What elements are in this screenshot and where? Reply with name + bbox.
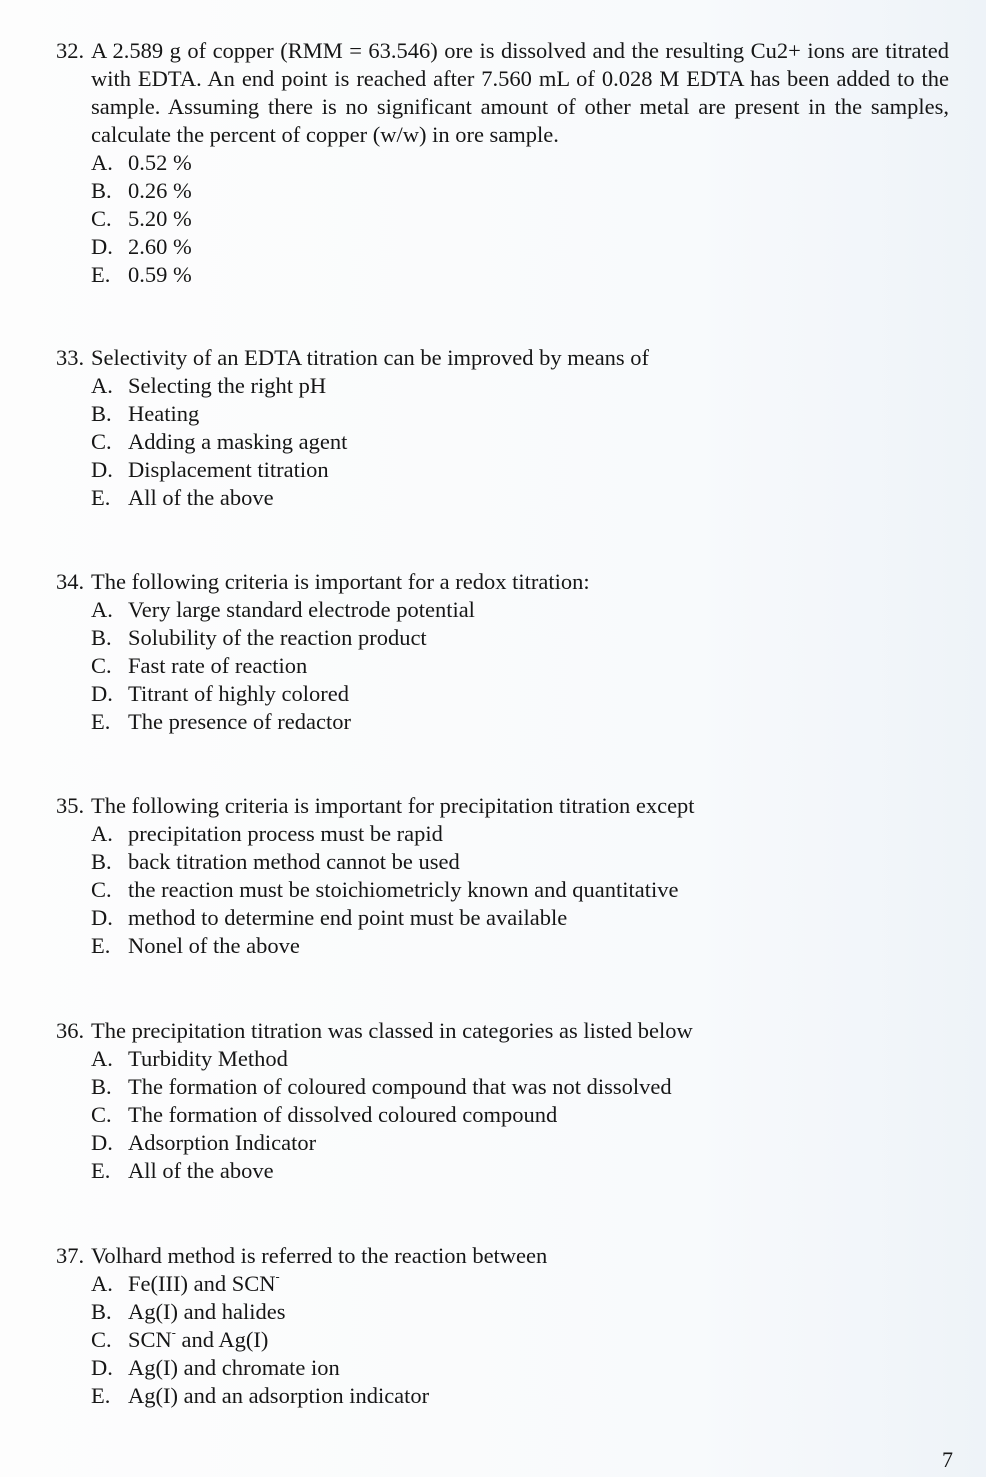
option-e: [91, 932, 695, 960]
page-number: 7: [942, 1447, 953, 1472]
option-letter: C.: [91, 206, 112, 231]
charge-superscript: -: [171, 1325, 176, 1340]
option-text: 0.52 %: [128, 150, 192, 175]
option-letter: C.: [91, 877, 112, 902]
question-stem: The following criteria is important for a redox titration:: [91, 569, 590, 594]
option-text: method to determine end point must be available: [128, 905, 568, 930]
question-32: [56, 37, 949, 289]
option-text: back titration method cannot be used: [128, 849, 460, 874]
option-letter: D.: [91, 457, 113, 482]
option-letter: A.: [91, 1046, 113, 1071]
option-letter: D.: [91, 234, 113, 259]
option-b: [91, 1073, 693, 1101]
option-c: [91, 205, 949, 233]
option-a: [91, 820, 695, 848]
question-34: [56, 568, 590, 736]
option-a: [91, 596, 590, 624]
option-letter: E.: [91, 933, 111, 958]
option-text: Nonel of the above: [128, 933, 300, 958]
question-33: [56, 344, 649, 512]
option-text: 0.26 %: [128, 178, 192, 203]
option-e: [91, 1157, 693, 1185]
option-text: Fe(III) and SCN: [128, 1271, 276, 1296]
option-text: All of the above: [128, 485, 274, 510]
option-d: [91, 904, 695, 932]
option-letter: E.: [91, 1383, 111, 1408]
option-a: [91, 1270, 547, 1298]
question-number: 37.: [56, 1243, 85, 1268]
charge-superscript: -: [275, 1269, 280, 1284]
option-letter: E.: [91, 1158, 111, 1183]
option-letter: B.: [91, 849, 112, 874]
question-stem: A 2.589 g of copper (RMM = 63.546) ore is dissolved and the resulting Cu2+ ions are titrated with EDTA. An end point is reached after 7.560 mL of 0.028 M EDTA has been added to the sample. Assuming there is no significant amount of other metal are present in the samples, calculate the percent of copper (w/w) in ore sample.: [91, 38, 949, 147]
question-stem: Selectivity of an EDTA titration can be improved by means of: [91, 345, 650, 370]
option-text: Titrant of highly colored: [128, 681, 350, 706]
option-text: Adding a masking agent: [128, 429, 348, 454]
option-b: [91, 177, 949, 205]
option-c: [91, 876, 695, 904]
option-letter: D.: [91, 1130, 113, 1155]
question-stem: The precipitation titration was classed in categories as listed below: [91, 1018, 693, 1043]
option-text: The formation of coloured compound that was not dissolved: [128, 1074, 672, 1099]
question-number: 34.: [56, 569, 85, 594]
option-letter: B.: [91, 625, 112, 650]
question-number: 35.: [56, 793, 85, 818]
option-c: [91, 1101, 693, 1129]
option-letter: A.: [91, 821, 113, 846]
option-a: [91, 1045, 693, 1073]
option-letter: D.: [91, 681, 113, 706]
option-letter: E.: [91, 485, 111, 510]
option-text: Displacement titration: [128, 457, 329, 482]
option-letter: B.: [91, 401, 112, 426]
question-number: 36.: [56, 1018, 85, 1043]
option-letter: A.: [91, 150, 113, 175]
option-c: [91, 652, 590, 680]
question-36: [56, 1017, 693, 1185]
option-text: precipitation process must be rapid: [128, 821, 443, 846]
option-d: [91, 1129, 693, 1157]
option-letter: A.: [91, 1271, 113, 1296]
option-letter: B.: [91, 178, 112, 203]
option-a: [91, 149, 949, 177]
option-c: [91, 428, 649, 456]
option-letter: C.: [91, 1327, 112, 1352]
option-letter: C.: [91, 1102, 112, 1127]
option-e: [91, 708, 590, 736]
question-37: [56, 1242, 547, 1410]
option-letter: B.: [91, 1074, 112, 1099]
option-text: Very large standard electrode potential: [128, 597, 475, 622]
option-letter: D.: [91, 905, 113, 930]
option-b: [91, 400, 649, 428]
option-letter: A.: [91, 373, 113, 398]
option-text: Ag(I) and halides: [128, 1299, 286, 1324]
option-letter: D.: [91, 1355, 113, 1380]
option-text-after: and Ag(I): [175, 1327, 269, 1352]
option-text: All of the above: [128, 1158, 274, 1183]
question-stem: Volhard method is referred to the reaction between: [91, 1243, 548, 1268]
option-d: [91, 680, 590, 708]
question-number: 32.: [56, 38, 85, 63]
option-text: the reaction must be stoichiometricly known and quantitative: [128, 877, 679, 902]
option-text: 5.20 %: [128, 206, 192, 231]
option-text: Ag(I) and chromate ion: [128, 1355, 340, 1380]
option-e: [91, 1382, 547, 1410]
option-e: [91, 261, 949, 289]
option-text: 2.60 %: [128, 234, 192, 259]
question-35: [56, 792, 695, 960]
option-text: Fast rate of reaction: [128, 653, 308, 678]
option-d: [91, 1354, 547, 1382]
option-text: Solubility of the reaction product: [128, 625, 427, 650]
option-letter: A.: [91, 597, 113, 622]
option-c: [91, 1326, 547, 1354]
option-e: [91, 484, 649, 512]
option-letter: E.: [91, 709, 111, 734]
option-letter: C.: [91, 429, 112, 454]
question-stem: The following criteria is important for precipitation titration except: [91, 793, 695, 818]
option-text: The formation of dissolved coloured compound: [128, 1102, 558, 1127]
option-b: [91, 624, 590, 652]
question-number: 33.: [56, 345, 85, 370]
option-text: Adsorption Indicator: [128, 1130, 317, 1155]
option-b: [91, 848, 695, 876]
option-text: Ag(I) and an adsorption indicator: [128, 1383, 430, 1408]
option-letter: E.: [91, 262, 111, 287]
option-a: [91, 372, 649, 400]
option-letter: B.: [91, 1299, 112, 1324]
option-b: [91, 1298, 547, 1326]
option-text: Turbidity Method: [128, 1046, 288, 1071]
option-text: SCN: [128, 1327, 172, 1352]
option-text: 0.59 %: [128, 262, 192, 287]
option-text: Heating: [128, 401, 200, 426]
option-letter: C.: [91, 653, 112, 678]
option-text: The presence of redactor: [128, 709, 351, 734]
option-d: [91, 233, 949, 261]
option-text: Selecting the right pH: [128, 373, 327, 398]
option-d: [91, 456, 649, 484]
